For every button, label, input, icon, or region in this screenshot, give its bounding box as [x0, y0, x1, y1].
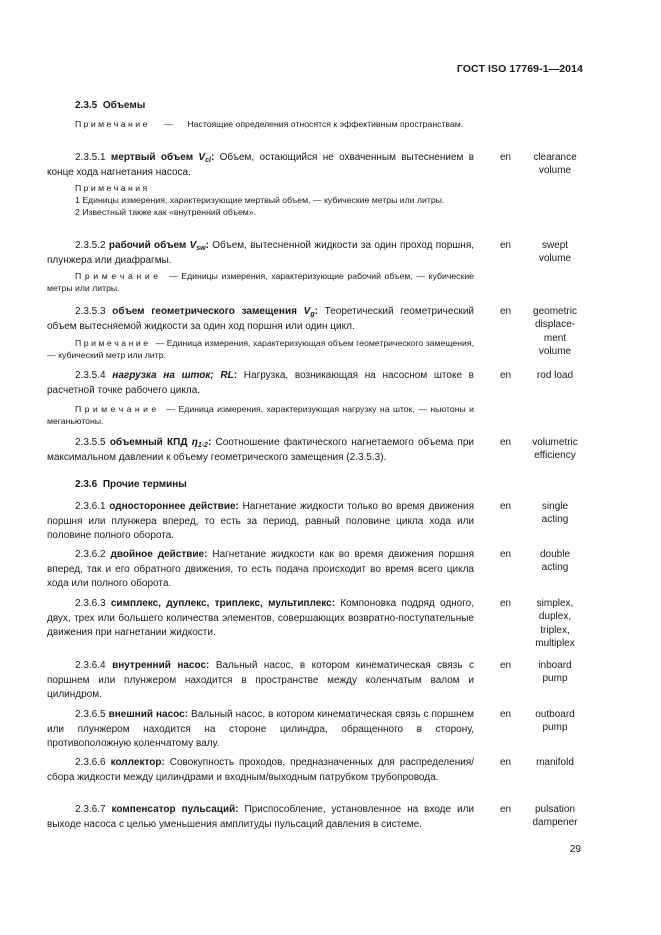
equivalent-line: triplex,: [540, 624, 570, 636]
standard-header: ГОСТ ISO 17769-1—2014: [456, 63, 583, 75]
term-2-3-5-2: [47, 239, 474, 268]
note-dash: —: [164, 119, 173, 129]
term-language: en: [500, 306, 512, 317]
term-number: 2.3.5.3: [75, 306, 106, 317]
note-label: П р и м е ч а н и е: [75, 338, 149, 348]
equivalent-line: pulsation: [534, 804, 576, 815]
section-heading-2-3-5: [75, 100, 145, 111]
term-2-3-5-3: [47, 305, 474, 334]
equivalent-line: duplex,: [538, 611, 572, 623]
term-colon: :: [207, 437, 212, 448]
note-3: [47, 337, 474, 361]
term-2-3-6-4: [47, 659, 474, 703]
term-number: 2.3.6.6: [75, 757, 106, 768]
term-2-3-5-1: [47, 151, 474, 180]
term-2-3-6-3: [47, 597, 474, 641]
term-symbol-subscript: g: [310, 311, 315, 318]
term-number: 2.3.6.7: [75, 804, 106, 815]
term-symbol-subscript: sw: [196, 245, 206, 252]
note-item: 2 Известный также как «внутренний объем».: [75, 207, 257, 217]
term-language: en: [500, 660, 512, 671]
equivalent-line: efficiency: [534, 450, 576, 462]
term-name: внешний насос:: [108, 709, 189, 720]
equivalent-line: geometric: [533, 306, 577, 317]
note-label: П р и м е ч а н и е: [75, 119, 148, 129]
term-definition: Объем, вытесненной жидкости за один проход поршня, плунжера или диафрагмы.: [47, 240, 475, 266]
term-symbol: V: [189, 240, 197, 251]
equivalent-line: single: [541, 501, 569, 512]
term-language: en: [500, 437, 512, 448]
term-definition: Нагнетание жидкости как во время движения поршня вперед, так и его обратного движения, то есть подача происходит во время всего цикла хода или полного оборота.: [47, 549, 474, 589]
term-language: en: [500, 501, 512, 512]
term-name: двойное действие:: [110, 549, 208, 560]
term-language: en: [500, 240, 512, 251]
term-definition: Теоретический геометрический объем вытесняемой жидкости за один ход поршня или один цикл.: [47, 306, 474, 332]
term-name: коллектор:: [110, 757, 165, 768]
equivalent-line: simplex,: [536, 598, 574, 609]
term-equivalent: [520, 151, 590, 178]
equivalent-line: pump: [542, 722, 568, 734]
term-definition: Соотношение фактического нагнетаемого объема при максимальном давлении к объему геометрического замещения (2.3.5.3).: [47, 437, 474, 463]
note-item: 1 Единицы измерения, характеризующие мертвый объем, — кубические метры или литры.: [75, 195, 445, 205]
term-colon: :: [210, 152, 215, 163]
term-equivalent: [520, 659, 590, 686]
note-0: [47, 118, 474, 130]
term-number: 2.3.6.1: [75, 501, 106, 512]
term-2-3-5-5: [47, 436, 474, 465]
note-4: [47, 403, 474, 427]
note-label: П р и м е ч а н и е: [75, 404, 157, 414]
term-name: мертвый объем: [110, 152, 194, 163]
equivalent-line: ment: [543, 332, 567, 344]
term-equivalent: [520, 708, 590, 735]
term-name: объем геометрического замещения: [112, 306, 297, 317]
term-equivalent: [520, 500, 590, 527]
term-symbol-subscript: 1-2: [197, 442, 208, 449]
term-name: компенсатор пульсаций:: [111, 804, 239, 815]
note-title: П р и м е ч а н и я: [75, 183, 148, 193]
note-2: [47, 270, 474, 294]
term-colon: :: [233, 370, 238, 381]
term-number: 2.3.6.5: [75, 709, 106, 720]
term-equivalent: [520, 369, 590, 382]
term-number: 2.3.6.3: [75, 598, 106, 609]
note-text: — Единицы измерения, характеризующие рабочий объем, — кубические метры или литры.: [47, 271, 475, 293]
term-name: внутренний насос:: [112, 660, 210, 671]
term-2-3-6-1: [47, 500, 474, 544]
term-symbol: V: [303, 306, 311, 317]
equivalent-line: manifold: [536, 757, 574, 768]
term-equivalent: [520, 305, 590, 359]
equivalent-line: volume: [538, 346, 572, 358]
section-title: Объемы: [102, 100, 146, 111]
equivalent-line: volume: [538, 253, 572, 265]
term-definition: Вальный насос, в котором кинематическая связь с поршнем или плунжером находится на стороне цилиндра, обращенного в сторону, противоположную коленчатому валу.: [47, 709, 474, 749]
term-definition: Нагнетание жидкости только во время движения поршня или плунжера вперед, то есть за период, равный половине цикла хода или половине полного оборота.: [47, 501, 475, 541]
term-language: en: [500, 152, 512, 163]
page-number: 29: [569, 844, 581, 855]
term-colon: :: [314, 306, 318, 317]
term-number: 2.3.5.2: [75, 240, 106, 251]
equivalent-line: swept: [541, 240, 569, 251]
term-2-3-6-7: [47, 803, 474, 832]
term-2-3-5-4: [47, 369, 474, 398]
equivalent-line: volume: [538, 165, 572, 177]
equivalent-line: outboard: [535, 709, 575, 720]
term-symbol: RL: [220, 370, 234, 381]
note-label: П р и м е ч а н и е: [75, 271, 159, 281]
term-definition: Приспособление, установленное на входе или выходе насоса с целью уменьшения амплитуды пульсаций давления в системе.: [47, 804, 475, 830]
section-heading-2-3-6: [75, 479, 187, 490]
term-definition: Компоновка подряд одного, двух, трех или большего количества элементов, совершающих возвратно-поступательные движения при нагнетании жидкости.: [47, 598, 475, 638]
term-language: en: [500, 709, 512, 720]
equivalent-line: rod load: [536, 370, 574, 381]
section-title: Прочие термины: [102, 479, 187, 490]
term-equivalent: [520, 548, 590, 575]
term-2-3-6-5: [47, 708, 474, 752]
equivalent-line: displace-: [534, 319, 576, 331]
term-symbol-subscript: cl: [205, 157, 211, 164]
term-equivalent: [520, 756, 590, 769]
equivalent-line: clearance: [533, 152, 577, 163]
term-definition: Совокупность проходов, предназначенных для распределения/сбора жидкости между цилиндрами и входным/выходным патрубком трубопровода.: [47, 757, 474, 783]
note-text: — Единица измерения, характеризующая нагрузку на шток, — ньютоны и меганьютоны.: [47, 404, 475, 426]
term-number: 2.3.5.5: [75, 437, 106, 448]
term-name: симплекс, дуплекс, триплекс, мультиплекс:: [110, 598, 336, 609]
term-number: 2.3.6.4: [75, 660, 106, 671]
note-text: — Единица измерения, характеризующая объем геометрического замещения, — кубический метр или литр.: [47, 338, 475, 360]
term-number: 2.3.5.1: [75, 152, 106, 163]
term-language: en: [500, 804, 512, 815]
term-name: нагрузка на шток;: [112, 370, 214, 381]
term-name: рабочий объем: [108, 240, 187, 251]
term-2-3-6-2: [47, 548, 474, 592]
term-language: en: [500, 598, 512, 609]
term-number: 2.3.6.2: [75, 549, 106, 560]
note-text: Настоящие определения относятся к эффективным пространствам.: [187, 119, 464, 129]
term-language: en: [500, 757, 512, 768]
term-equivalent: [520, 597, 590, 651]
term-colon: :: [205, 240, 209, 251]
term-name: одностороннее действие:: [109, 501, 239, 512]
equivalent-line: volumetric: [532, 437, 578, 448]
section-number: 2.3.6: [75, 479, 98, 490]
equivalent-line: pump: [542, 673, 568, 685]
equivalent-line: acting: [541, 562, 569, 574]
term-definition: Вальный насос, в котором кинематическая связь с поршнем или плунжером находится в пространстве между коленчатым валом и цилиндром.: [47, 660, 475, 700]
equivalent-line: double: [539, 549, 571, 560]
term-equivalent: [520, 803, 590, 830]
term-language: en: [500, 370, 512, 381]
equivalent-line: dampener: [532, 817, 578, 829]
term-number: 2.3.5.4: [75, 370, 106, 381]
equivalent-line: inboard: [538, 660, 572, 671]
term-symbol: V: [198, 152, 206, 163]
equivalent-line: multiplex: [535, 638, 575, 650]
term-definition: Нагрузка, возникающая на насосном штоке в расчетной точке рабочего цикла.: [47, 370, 474, 396]
term-equivalent: [520, 239, 590, 266]
equivalent-line: acting: [541, 514, 569, 526]
term-2-3-6-6: [47, 756, 474, 785]
term-definition: Объем, остающийся не охваченным вытеснением в конце хода нагнетания насоса.: [47, 152, 475, 178]
note-1: [47, 182, 474, 218]
term-symbol: η: [191, 437, 198, 448]
term-language: en: [500, 549, 512, 560]
section-number: 2.3.5: [75, 100, 98, 111]
term-equivalent: [520, 436, 590, 463]
term-name: объемный КПД: [109, 437, 188, 448]
